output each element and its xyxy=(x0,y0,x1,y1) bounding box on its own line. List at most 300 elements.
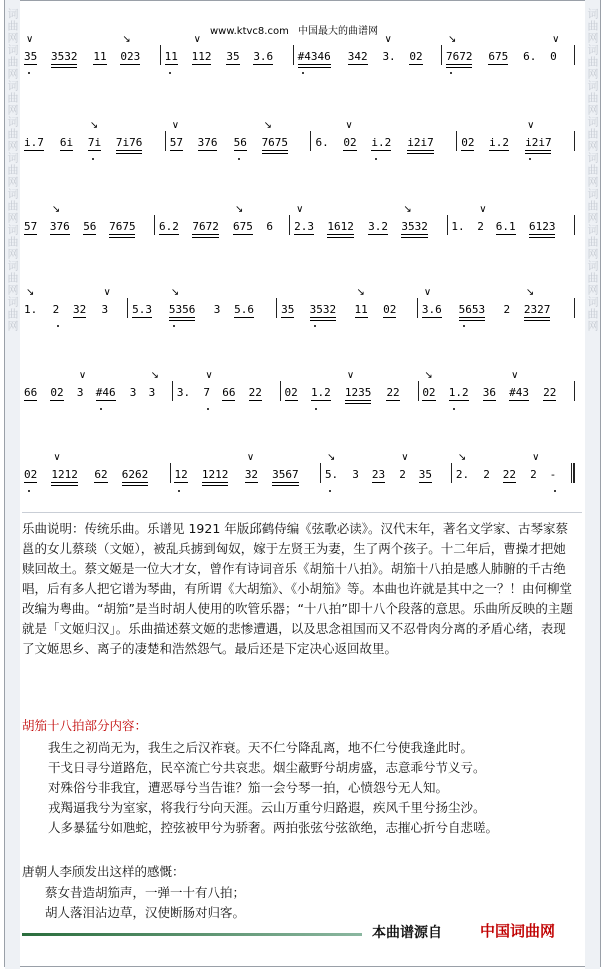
note-group: 675 xyxy=(233,220,253,233)
note-group: 7672 xyxy=(446,50,473,63)
beam-line xyxy=(509,400,529,401)
beam-line xyxy=(459,317,485,318)
note-group: 3 xyxy=(213,303,221,316)
note-group: 6i xyxy=(59,136,74,149)
note-group: 35 xyxy=(226,50,240,63)
beam-line xyxy=(50,400,63,401)
octave-dot xyxy=(207,408,209,410)
note-group: 35 xyxy=(418,468,432,481)
bowing-mark-icon: ↘ xyxy=(525,287,535,298)
beam-line xyxy=(120,64,140,65)
beam-line xyxy=(345,403,371,404)
bowing-mark-icon: ↘ xyxy=(89,120,99,131)
beam-line xyxy=(109,237,135,238)
note-group: 3.2 xyxy=(368,220,388,233)
note-group: 1212 xyxy=(201,468,229,481)
score-system xyxy=(22,287,582,375)
beam-line xyxy=(355,317,368,318)
tang-poem xyxy=(45,883,375,923)
bowing-mark-icon: ∨ xyxy=(511,370,519,381)
note-group: 1.2 xyxy=(448,386,469,399)
beam-line xyxy=(310,320,336,321)
note-group: 02 xyxy=(50,386,64,399)
note-group: 112 xyxy=(191,50,212,63)
note-group: 1612 xyxy=(327,220,354,233)
bowing-mark-icon: ∨ xyxy=(423,287,432,298)
bar-line xyxy=(451,463,452,483)
beam-line xyxy=(88,150,101,151)
beam-line xyxy=(116,153,142,154)
octave-dot xyxy=(92,158,94,160)
bowing-mark-icon: ↘ xyxy=(424,370,433,381)
note-group: 3532 xyxy=(309,303,337,316)
beam-line xyxy=(503,482,516,483)
octave-dot xyxy=(100,408,102,410)
note-group: 57 xyxy=(24,220,38,233)
note-group: 22 xyxy=(386,386,400,399)
site-url[interactable]: www.ktvc8.com xyxy=(210,26,289,37)
bowing-mark-icon: ↘ xyxy=(26,287,35,298)
final-bar-line xyxy=(571,463,575,483)
beam-line xyxy=(543,400,556,401)
note-group: 7i xyxy=(87,136,102,149)
note-group: 3 xyxy=(352,468,359,481)
beam-line xyxy=(245,482,258,483)
note-group: 6 xyxy=(266,220,273,233)
note-group: 35 xyxy=(24,50,38,63)
bowing-mark-icon: ↘ xyxy=(51,204,61,215)
note-group: 1.2 xyxy=(310,386,331,399)
beam-line xyxy=(525,153,551,154)
note-group: i2i7 xyxy=(407,136,434,149)
note-group: #4346 xyxy=(297,50,331,63)
beam-line xyxy=(83,234,96,235)
note-group: 35 xyxy=(281,303,295,316)
note-group: 5356 xyxy=(168,303,196,316)
bowing-mark-icon: ∨ xyxy=(103,287,111,298)
beam-line xyxy=(419,482,432,483)
beam-line xyxy=(132,317,152,318)
note-group: 6. xyxy=(315,136,329,149)
beam-line xyxy=(169,317,195,318)
bowing-mark-icon: ∨ xyxy=(53,452,61,463)
note-group: i.2 xyxy=(371,136,392,149)
right-watermark: 词曲网词曲网词曲网词曲网词曲网词曲网词曲网词曲网词曲网 xyxy=(586,8,599,332)
beam-line xyxy=(192,64,212,65)
beam-line xyxy=(96,400,116,401)
bowing-mark-icon: ∨ xyxy=(401,452,409,463)
octave-dot xyxy=(28,72,30,74)
score-system xyxy=(22,204,582,292)
note-group: 5.6 xyxy=(234,303,255,316)
note-group: 7675 xyxy=(109,220,136,233)
beam-line xyxy=(50,234,70,235)
bowing-mark-icon: ↘ xyxy=(150,370,159,381)
note-group: 376 xyxy=(49,220,70,233)
beam-line xyxy=(262,153,288,154)
beam-line xyxy=(159,234,179,235)
beam-line xyxy=(459,320,485,321)
note-group: 2 xyxy=(530,468,537,481)
beam-line xyxy=(529,237,555,238)
octave-dot xyxy=(375,158,377,160)
beam-line xyxy=(407,153,433,154)
bowing-mark-icon: ∨ xyxy=(193,34,201,45)
note-group: 2 xyxy=(477,220,484,233)
poem-line: 戎羯逼我兮为室家，将我行兮向天涯。云山万重兮归路遐，疾风千里兮扬尘沙。 xyxy=(48,800,486,815)
beam-line xyxy=(122,485,148,486)
bowing-mark-icon: ∨ xyxy=(527,120,535,131)
beam-line xyxy=(422,317,442,318)
note-group: 5. xyxy=(324,468,339,481)
beam-line xyxy=(116,150,142,151)
note-group: 5.3 xyxy=(132,303,153,316)
beam-line xyxy=(488,64,508,65)
bar-line xyxy=(574,131,575,151)
bowing-mark-icon: ↘ xyxy=(170,287,180,298)
octave-dot xyxy=(238,158,240,160)
beam-line xyxy=(345,400,371,401)
bowing-mark-icon: ∨ xyxy=(26,34,34,45)
bowing-mark-icon: ↘ xyxy=(448,34,457,45)
note-group: 22 xyxy=(502,468,517,481)
site-title: 中国最大的曲谱网 xyxy=(298,26,379,37)
beam-line xyxy=(174,482,187,483)
note-group: 5653 xyxy=(458,303,486,316)
note-group: 2 xyxy=(399,468,406,481)
beam-line xyxy=(383,317,396,318)
note-group: #43 xyxy=(509,386,530,399)
score-system xyxy=(22,370,582,458)
bowing-mark-icon: ↘ xyxy=(122,34,131,45)
note-group: 57 xyxy=(169,136,183,149)
note-group: 02 xyxy=(284,386,298,399)
beam-line xyxy=(233,234,253,235)
note-group: 32 xyxy=(244,468,259,481)
octave-dot xyxy=(169,72,171,74)
note-group: 3. xyxy=(382,50,396,63)
excerpt-heading: 胡笳十八拍部分内容： xyxy=(22,718,148,733)
beam-line xyxy=(272,482,298,483)
beam-line xyxy=(529,234,555,235)
beam-line xyxy=(262,150,288,151)
octave-dot xyxy=(554,490,556,492)
note-group: 3 xyxy=(101,303,109,316)
note-group: 7675 xyxy=(261,136,289,149)
beam-line xyxy=(496,234,516,235)
beam-line xyxy=(51,67,77,68)
note-group: 3532 xyxy=(50,50,78,63)
beam-line xyxy=(524,320,550,321)
beam-line xyxy=(234,150,247,151)
note-group: 02 xyxy=(409,50,423,63)
beam-line xyxy=(170,150,183,151)
note-group: 376 xyxy=(197,136,218,149)
note-group: 3567 xyxy=(272,468,299,481)
beam-line xyxy=(407,150,433,151)
footer-divider xyxy=(22,933,362,936)
bowing-mark-icon: ∨ xyxy=(346,370,355,381)
note-group: i.2 xyxy=(489,136,510,149)
note-group: 02 xyxy=(461,136,475,149)
beam-line xyxy=(368,234,388,235)
beam-line xyxy=(461,150,474,151)
beam-line xyxy=(202,482,228,483)
bar-line xyxy=(320,463,321,483)
note-group: 1212 xyxy=(51,468,78,481)
note-group: 6.2 xyxy=(159,220,179,233)
note-group: i2i7 xyxy=(525,136,552,149)
beam-line xyxy=(525,150,551,151)
note-group: 3.6 xyxy=(421,303,442,316)
bowing-mark-icon: ↘ xyxy=(326,452,336,463)
bar-line xyxy=(418,381,419,401)
jianpu-score xyxy=(22,0,582,505)
left-side-bar xyxy=(5,0,20,969)
octave-dot xyxy=(450,72,452,74)
note-group: 675 xyxy=(488,50,509,63)
beam-line xyxy=(73,317,86,318)
beam-line xyxy=(93,64,106,65)
note-group: 3 xyxy=(76,386,84,399)
note-group: 2. xyxy=(455,468,470,481)
octave-dot xyxy=(315,408,317,410)
note-group: 2.3 xyxy=(294,220,314,233)
note-group: 11 xyxy=(164,50,178,63)
poem-line: 人多暴猛兮如虺蛇，控弦被甲兮为骄奢。两拍张弦兮弦欲绝，志摧心折兮自悲嗟。 xyxy=(48,820,499,835)
score-system xyxy=(22,120,582,208)
description-paragraph: 乐曲说明：传统乐曲。乐谱见 1921 年版邱鹤侍编《弦歌必读》。汉代末年，著名文学家、古琴家蔡邕的女儿蔡琰（文姬），被乱兵掳到匈奴，嫁于左贤王为妻，生了两个孩子。十二年后，曹操才把她赎回故土。蔡文姬是一位大才女，曾作有诗词音乐《胡笳十八拍》。胡笳十八拍是感人肺腑的千古绝唱，后有多人把它谱为琴曲，有所谓《大胡笳》、《小胡笳》等。本曲也许就是其中之一？！由何柳堂改编为粤曲。“胡笳”是当时胡人使用的吹管乐器；“十八拍”即十八个段落的意思。乐曲所反映的主题就是「文姬归汉」。乐曲描述蔡文姬的悲惨遭遇，以及思念祖国而又不忍骨肉分离的矛盾心绪，表现了文姬思乡、离子的凄楚和浩然怨气。最后还是下定决心返回故里。 xyxy=(22,521,573,656)
poem-line: 胡人落泪沾边草，汉使断肠对归客。 xyxy=(45,905,246,920)
beam-line xyxy=(24,400,37,401)
note-group: 62 xyxy=(94,468,108,481)
beam-line xyxy=(489,150,509,151)
bar-line xyxy=(172,381,173,401)
beam-line xyxy=(169,320,195,321)
bar-line xyxy=(127,298,128,318)
octave-dot xyxy=(314,325,316,327)
note-group: 6123 xyxy=(529,220,556,233)
note-group: 6262 xyxy=(121,468,149,481)
beam-line xyxy=(449,400,469,401)
note-group: 1. xyxy=(451,220,465,233)
bowing-mark-icon: ∨ xyxy=(552,34,560,45)
note-group: 2 xyxy=(503,303,511,316)
bowing-mark-icon: ∨ xyxy=(205,370,213,381)
note-group: 02 xyxy=(24,468,38,481)
beam-line xyxy=(60,150,73,151)
beam-line xyxy=(327,234,353,235)
note-group: - xyxy=(549,468,557,481)
bar-line xyxy=(310,131,311,151)
octave-dot xyxy=(28,490,30,492)
beam-line xyxy=(422,400,435,401)
beam-line xyxy=(281,317,294,318)
note-group: 36 xyxy=(482,386,496,399)
bowing-mark-icon: ∨ xyxy=(171,120,180,131)
tang-intro: 唐朝人李颀发出这样的感慨： xyxy=(22,864,185,879)
note-group: 1. xyxy=(24,303,38,316)
poem-line: 蔡女昔造胡笳声，一弹一十有八拍； xyxy=(45,885,246,900)
bar-line xyxy=(417,298,418,318)
beam-line xyxy=(348,64,368,65)
beam-line xyxy=(446,67,472,68)
note-group: 02 xyxy=(383,303,397,316)
beam-line xyxy=(249,400,262,401)
note-group: 66 xyxy=(222,386,236,399)
note-group: 342 xyxy=(347,50,368,63)
bar-line xyxy=(456,131,457,151)
beam-line xyxy=(311,400,331,401)
bar-line xyxy=(293,45,294,65)
note-group: 7672 xyxy=(192,220,219,233)
beam-line xyxy=(372,482,385,483)
beam-line xyxy=(24,150,44,151)
bowing-mark-icon: ↘ xyxy=(356,287,365,298)
bowing-mark-icon: ↘ xyxy=(235,204,244,215)
poem-line: 对殊俗兮非我宜，遭恶辱兮当告谁？笳一会兮琴一拍，心愤怨兮无人知。 xyxy=(48,780,449,795)
beam-line xyxy=(343,150,356,151)
note-group: 22 xyxy=(248,386,262,399)
bar-line xyxy=(170,463,171,483)
note-group: 0 xyxy=(550,50,557,63)
beam-line xyxy=(483,400,496,401)
note-group: 3 xyxy=(148,386,156,399)
beam-line xyxy=(192,237,218,238)
beam-line xyxy=(524,317,550,318)
beam-line xyxy=(109,234,135,235)
note-group: 22 xyxy=(543,386,557,399)
note-group: 2 xyxy=(52,303,60,316)
bowing-mark-icon: ∨ xyxy=(479,204,487,215)
footer-site-link[interactable]: 中国词曲网 xyxy=(480,922,556,940)
score-system xyxy=(22,34,582,122)
octave-dot xyxy=(178,490,180,492)
beam-line xyxy=(253,64,273,65)
beam-line xyxy=(51,482,77,483)
note-group: 1235 xyxy=(344,386,372,399)
bowing-mark-icon: ∨ xyxy=(532,452,540,463)
bowing-mark-icon: ↘ xyxy=(263,120,272,131)
bar-line xyxy=(160,45,161,65)
note-group: i.7 xyxy=(24,136,44,149)
beam-line xyxy=(234,317,254,318)
note-group: 02 xyxy=(343,136,357,149)
beam-line xyxy=(446,64,472,65)
note-group: 11 xyxy=(93,50,107,63)
beam-line xyxy=(409,64,422,65)
note-group: 023 xyxy=(120,50,141,63)
beam-line xyxy=(285,400,298,401)
section-divider xyxy=(22,512,582,513)
bowing-mark-icon: ↘ xyxy=(403,204,412,215)
beam-line xyxy=(198,150,218,151)
note-group: 3 xyxy=(129,386,137,399)
note-group: 12 xyxy=(174,468,188,481)
beam-line xyxy=(122,482,148,483)
beam-line xyxy=(222,400,235,401)
beam-line xyxy=(24,482,37,483)
beam-line xyxy=(165,64,178,65)
bar-line xyxy=(447,215,448,235)
poem-line: 干戈日寻兮道路危，民卒流亡兮共哀悲。烟尘蔽野兮胡虏盛，志意乖兮节义亏。 xyxy=(48,760,486,775)
bar-line xyxy=(441,45,442,65)
beam-line xyxy=(401,237,427,238)
bowing-mark-icon: ∨ xyxy=(345,120,353,131)
bowing-mark-icon: ∨ xyxy=(78,370,87,381)
left-watermark: 词曲网词曲网词曲网词曲网词曲网词曲网词曲网词曲网词曲网 xyxy=(6,8,19,332)
note-group: 6. xyxy=(523,50,537,63)
bar-line xyxy=(280,381,281,401)
note-group: 32 xyxy=(72,303,87,316)
bar-line xyxy=(574,215,575,235)
bar-line xyxy=(289,215,290,235)
note-group: 2327 xyxy=(523,303,551,316)
beam-line xyxy=(24,64,37,65)
note-group: #46 xyxy=(95,386,116,399)
beam-line xyxy=(51,485,77,486)
bowing-mark-icon: ∨ xyxy=(384,34,392,45)
beam-line xyxy=(226,64,239,65)
note-group: 7 xyxy=(203,386,210,399)
beam-line xyxy=(371,150,391,151)
beam-line xyxy=(298,67,331,68)
beam-line xyxy=(386,400,399,401)
octave-dot xyxy=(173,325,175,327)
note-group: 3. xyxy=(176,386,191,399)
octave-dot xyxy=(463,325,465,327)
bar-line xyxy=(574,381,575,401)
note-group: 66 xyxy=(24,386,38,399)
note-group: 23 xyxy=(371,468,386,481)
note-group: 11 xyxy=(354,303,368,316)
bar-line xyxy=(574,298,575,318)
beam-line xyxy=(298,64,331,65)
note-group: 2 xyxy=(483,468,490,481)
beam-line xyxy=(272,485,298,486)
octave-dot xyxy=(329,490,331,492)
octave-dot xyxy=(57,325,59,327)
beam-line xyxy=(310,317,336,318)
poem-line: 我生之初尚无为，我生之后汉祚衰。天不仁兮降乱离，地不仁兮使我逢此时。 xyxy=(48,740,474,755)
beam-line xyxy=(294,234,314,235)
octave-dot xyxy=(302,72,304,74)
bowing-mark-icon: ∨ xyxy=(246,452,255,463)
bar-line xyxy=(154,215,155,235)
beam-line xyxy=(94,482,107,483)
right-side-bar xyxy=(585,0,600,969)
footer-source-label: 本曲谱源自 xyxy=(372,925,442,941)
note-group: 56 xyxy=(83,220,97,233)
bowing-mark-icon: ∨ xyxy=(296,204,304,215)
note-group: 02 xyxy=(422,386,436,399)
beam-line xyxy=(202,485,228,486)
excerpt-lines xyxy=(48,738,578,838)
note-group: 3.6 xyxy=(253,50,274,63)
octave-dot xyxy=(529,158,531,160)
beam-line xyxy=(327,237,353,238)
octave-dot xyxy=(453,408,455,410)
beam-line xyxy=(401,234,427,235)
note-group: 7i76 xyxy=(115,136,143,149)
note-group: 6.1 xyxy=(495,220,516,233)
bar-line xyxy=(276,298,277,318)
bowing-mark-icon: ↘ xyxy=(457,452,467,463)
bar-line xyxy=(574,45,575,65)
note-group: 3532 xyxy=(401,220,428,233)
beam-line xyxy=(192,234,218,235)
bar-line xyxy=(165,131,166,151)
